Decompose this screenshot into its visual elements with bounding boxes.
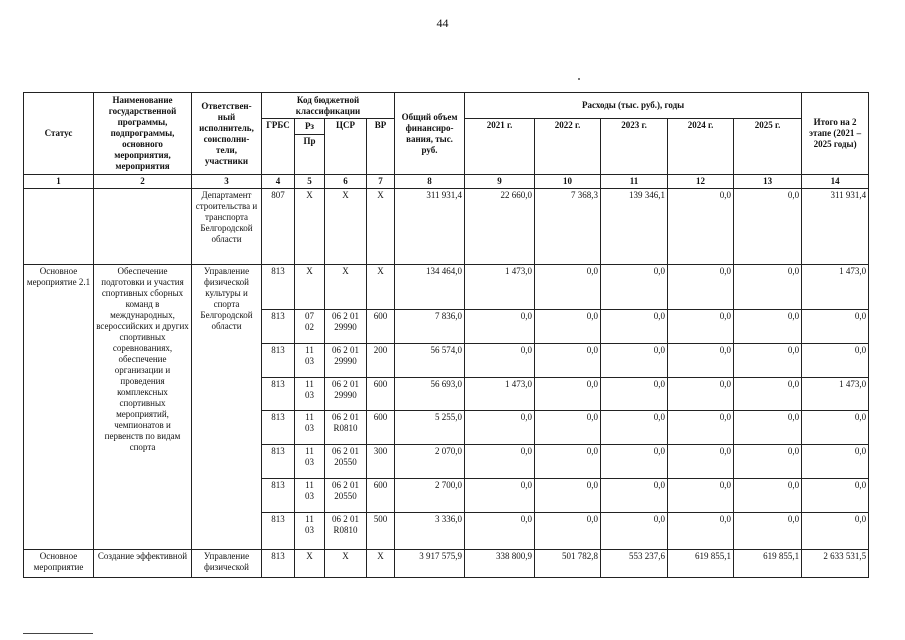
- csr-cell: 06 2 01 29990: [325, 344, 367, 378]
- y2023-cell: 0,0: [601, 344, 668, 378]
- header-2022: 2022 г.: [535, 119, 601, 175]
- rz-pr-cell: X: [295, 189, 325, 265]
- y2023-cell: 0,0: [601, 445, 668, 479]
- y2025-cell: 0,0: [734, 344, 802, 378]
- total-cell: 7 836,0: [395, 310, 465, 344]
- header-pr: Пр: [295, 135, 325, 175]
- y2022-cell: 0,0: [535, 310, 601, 344]
- grbs-cell: 807: [262, 189, 295, 265]
- pr-value: 03: [305, 356, 314, 366]
- header-2021: 2021 г.: [465, 119, 535, 175]
- y2024-cell: 0,0: [668, 411, 734, 445]
- y2022-cell: 0,0: [535, 411, 601, 445]
- csr-cell: X: [325, 265, 367, 310]
- total-cell: 134 464,0: [395, 265, 465, 310]
- status-cell: Основное мероприятие 2.1: [24, 265, 94, 550]
- vr-cell: 200: [367, 344, 395, 378]
- y2025-cell: 0,0: [734, 310, 802, 344]
- header-csr: ЦСР: [325, 119, 367, 175]
- y2025-cell: 619 855,1: [734, 550, 802, 578]
- total-cell: 3 336,0: [395, 513, 465, 550]
- column-number: 5: [295, 175, 325, 189]
- y2025-cell: 0,0: [734, 378, 802, 411]
- csr-cell: 06 2 01 20550: [325, 445, 367, 479]
- y2021-cell: 1 473,0: [465, 378, 535, 411]
- y2022-cell: 0,0: [535, 479, 601, 513]
- total-cell: 2 700,0: [395, 479, 465, 513]
- grbs-cell: 813: [262, 310, 295, 344]
- y2023-cell: 0,0: [601, 378, 668, 411]
- y2024-cell: 619 855,1: [668, 550, 734, 578]
- rz-pr-cell: [295, 265, 325, 310]
- sum-cell: 2 633 531,5: [802, 550, 869, 578]
- budget-table: [23, 92, 869, 578]
- vr-cell: X: [367, 265, 395, 310]
- y2024-cell: 0,0: [668, 445, 734, 479]
- header-expenses: Расходы (тыс. руб.), годы: [465, 93, 802, 119]
- header-total-financing: Общий объем финансиро-вания, тыс. руб.: [395, 93, 465, 175]
- grbs-cell: 813: [262, 344, 295, 378]
- grbs-cell: 813: [262, 513, 295, 550]
- y2022-cell: 0,0: [535, 378, 601, 411]
- pr-value: 03: [305, 423, 314, 433]
- y2021-cell: 0,0: [465, 344, 535, 378]
- header-vr: ВР: [367, 119, 395, 175]
- header-2023: 2023 г.: [601, 119, 668, 175]
- total-cell: 311 931,4: [395, 189, 465, 265]
- y2022-cell: 0,0: [535, 513, 601, 550]
- rz-pr-cell: [295, 513, 325, 550]
- grbs-cell: 813: [262, 479, 295, 513]
- column-number: 7: [367, 175, 395, 189]
- column-number: 1: [24, 175, 94, 189]
- scan-speck: [578, 78, 580, 80]
- total-cell: 56 574,0: [395, 344, 465, 378]
- header-executor: Ответствен-ный исполнитель, соисполни-тели, участники: [192, 93, 262, 175]
- header-grbs: ГРБС: [262, 119, 295, 175]
- y2022-cell: 7 368,3: [535, 189, 601, 265]
- sum-cell: 1 473,0: [802, 378, 869, 411]
- y2025-cell: 0,0: [734, 479, 802, 513]
- csr-cell: 06 2 01 29990: [325, 378, 367, 411]
- rz-value: 07: [305, 311, 314, 321]
- vr-cell: 600: [367, 378, 395, 411]
- header-status: Статус: [24, 93, 94, 175]
- column-number: 4: [262, 175, 295, 189]
- y2023-cell: 0,0: [601, 265, 668, 310]
- y2023-cell: 139 346,1: [601, 189, 668, 265]
- y2021-cell: 0,0: [465, 411, 535, 445]
- y2021-cell: 0,0: [465, 479, 535, 513]
- column-number: 8: [395, 175, 465, 189]
- rz-pr-cell: X: [295, 550, 325, 578]
- y2023-cell: 0,0: [601, 310, 668, 344]
- header-budget-code: Код бюджетной классификации: [262, 93, 395, 119]
- rz-pr-cell: [295, 378, 325, 411]
- y2022-cell: 0,0: [535, 445, 601, 479]
- sum-cell: 0,0: [802, 479, 869, 513]
- rz-value: 11: [305, 514, 314, 524]
- header-2025: 2025 г.: [734, 119, 802, 175]
- y2023-cell: 0,0: [601, 479, 668, 513]
- y2022-cell: 0,0: [535, 265, 601, 310]
- rz-pr-cell: [295, 445, 325, 479]
- column-number-row: [24, 175, 869, 189]
- y2025-cell: 0,0: [734, 411, 802, 445]
- grbs-cell: 813: [262, 265, 295, 310]
- y2024-cell: 0,0: [668, 310, 734, 344]
- y2025-cell: 0,0: [734, 189, 802, 265]
- vr-cell: 600: [367, 411, 395, 445]
- y2024-cell: 0,0: [668, 189, 734, 265]
- vr-cell: X: [367, 189, 395, 265]
- name-cell: Создание эффективной: [94, 550, 192, 578]
- csr-cell: 06 2 01 29990: [325, 310, 367, 344]
- pr-value: 03: [305, 525, 314, 535]
- csr-cell: X: [325, 189, 367, 265]
- pr-value: 02: [305, 322, 314, 332]
- y2023-cell: 0,0: [601, 513, 668, 550]
- grbs-cell: 813: [262, 550, 295, 578]
- y2025-cell: 0,0: [734, 513, 802, 550]
- y2022-cell: 501 782,8: [535, 550, 601, 578]
- y2021-cell: 1 473,0: [465, 265, 535, 310]
- y2024-cell: 0,0: [668, 513, 734, 550]
- vr-cell: 300: [367, 445, 395, 479]
- executor-cell: Управление физической: [192, 550, 262, 578]
- table-header: [24, 93, 869, 189]
- name-cell: [94, 189, 192, 265]
- pr-value: 03: [305, 457, 314, 467]
- table-row: [24, 189, 869, 265]
- y2024-cell: 0,0: [668, 265, 734, 310]
- sum-cell: 0,0: [802, 310, 869, 344]
- header-2024: 2024 г.: [668, 119, 734, 175]
- sum-cell: 0,0: [802, 411, 869, 445]
- pr-value: 03: [305, 390, 314, 400]
- name-cell: Обеспечение подготовки и участия спортивных сборных команд в международных, всероссийских и других спортивных соревнованиях, обеспечение организации и проведения комплексных спортивных мероприятий, чемпионатов и первенств по видам спорта: [94, 265, 192, 550]
- total-cell: 56 693,0: [395, 378, 465, 411]
- column-number: 3: [192, 175, 262, 189]
- rz-value: X: [306, 266, 313, 276]
- total-cell: 2 070,0: [395, 445, 465, 479]
- column-number: 11: [601, 175, 668, 189]
- rz-value: 11: [305, 480, 314, 490]
- csr-cell: 06 2 01 R0810: [325, 411, 367, 445]
- rz-value: 11: [305, 379, 314, 389]
- executor-cell: Департамент строительства и транспорта Белгородской области: [192, 189, 262, 265]
- vr-cell: X: [367, 550, 395, 578]
- table-row: [24, 550, 869, 578]
- sum-cell: 0,0: [802, 344, 869, 378]
- y2021-cell: 0,0: [465, 310, 535, 344]
- grbs-cell: 813: [262, 378, 295, 411]
- total-cell: 3 917 575,9: [395, 550, 465, 578]
- total-cell: 5 255,0: [395, 411, 465, 445]
- executor-cell: Управление физической культуры и спорта Белгородской области: [192, 265, 262, 550]
- page-bottom-rule: [23, 633, 93, 634]
- rz-pr-cell: [295, 479, 325, 513]
- csr-cell: 06 2 01 R0810: [325, 513, 367, 550]
- sum-cell: 1 473,0: [802, 265, 869, 310]
- y2025-cell: 0,0: [734, 445, 802, 479]
- vr-cell: 600: [367, 310, 395, 344]
- rz-pr-cell: [295, 310, 325, 344]
- y2023-cell: 553 237,6: [601, 550, 668, 578]
- header-rz: Рз: [295, 119, 325, 135]
- column-number: 13: [734, 175, 802, 189]
- column-number: 12: [668, 175, 734, 189]
- rz-pr-cell: [295, 411, 325, 445]
- y2025-cell: 0,0: [734, 265, 802, 310]
- y2023-cell: 0,0: [601, 411, 668, 445]
- pr-value: 03: [305, 491, 314, 501]
- column-number: 10: [535, 175, 601, 189]
- y2024-cell: 0,0: [668, 479, 734, 513]
- rz-value: 11: [305, 345, 314, 355]
- sum-cell: 311 931,4: [802, 189, 869, 265]
- grbs-cell: 813: [262, 445, 295, 479]
- y2024-cell: 0,0: [668, 378, 734, 411]
- grbs-cell: 813: [262, 411, 295, 445]
- y2022-cell: 0,0: [535, 344, 601, 378]
- rz-value: 11: [305, 446, 314, 456]
- rz-pr-cell: [295, 344, 325, 378]
- vr-cell: 600: [367, 479, 395, 513]
- rz-value: 11: [305, 412, 314, 422]
- column-number: 14: [802, 175, 869, 189]
- csr-cell: X: [325, 550, 367, 578]
- sum-cell: 0,0: [802, 513, 869, 550]
- status-cell: [24, 189, 94, 265]
- table-row: [24, 265, 869, 310]
- header-name: Наименование государственной программы, подпрограммы, основного мероприятия, мероприятия: [94, 93, 192, 175]
- header-total-stage: Итого на 2 этапе (2021 – 2025 годы): [802, 93, 869, 175]
- csr-cell: 06 2 01 20550: [325, 479, 367, 513]
- column-number: 9: [465, 175, 535, 189]
- column-number: 2: [94, 175, 192, 189]
- status-cell: Основное мероприятие: [24, 550, 94, 578]
- y2024-cell: 0,0: [668, 344, 734, 378]
- y2021-cell: 22 660,0: [465, 189, 535, 265]
- y2021-cell: 0,0: [465, 445, 535, 479]
- y2021-cell: 338 800,9: [465, 550, 535, 578]
- column-number: 6: [325, 175, 367, 189]
- sum-cell: 0,0: [802, 445, 869, 479]
- y2021-cell: 0,0: [465, 513, 535, 550]
- vr-cell: 500: [367, 513, 395, 550]
- page-number: 44: [436, 16, 449, 30]
